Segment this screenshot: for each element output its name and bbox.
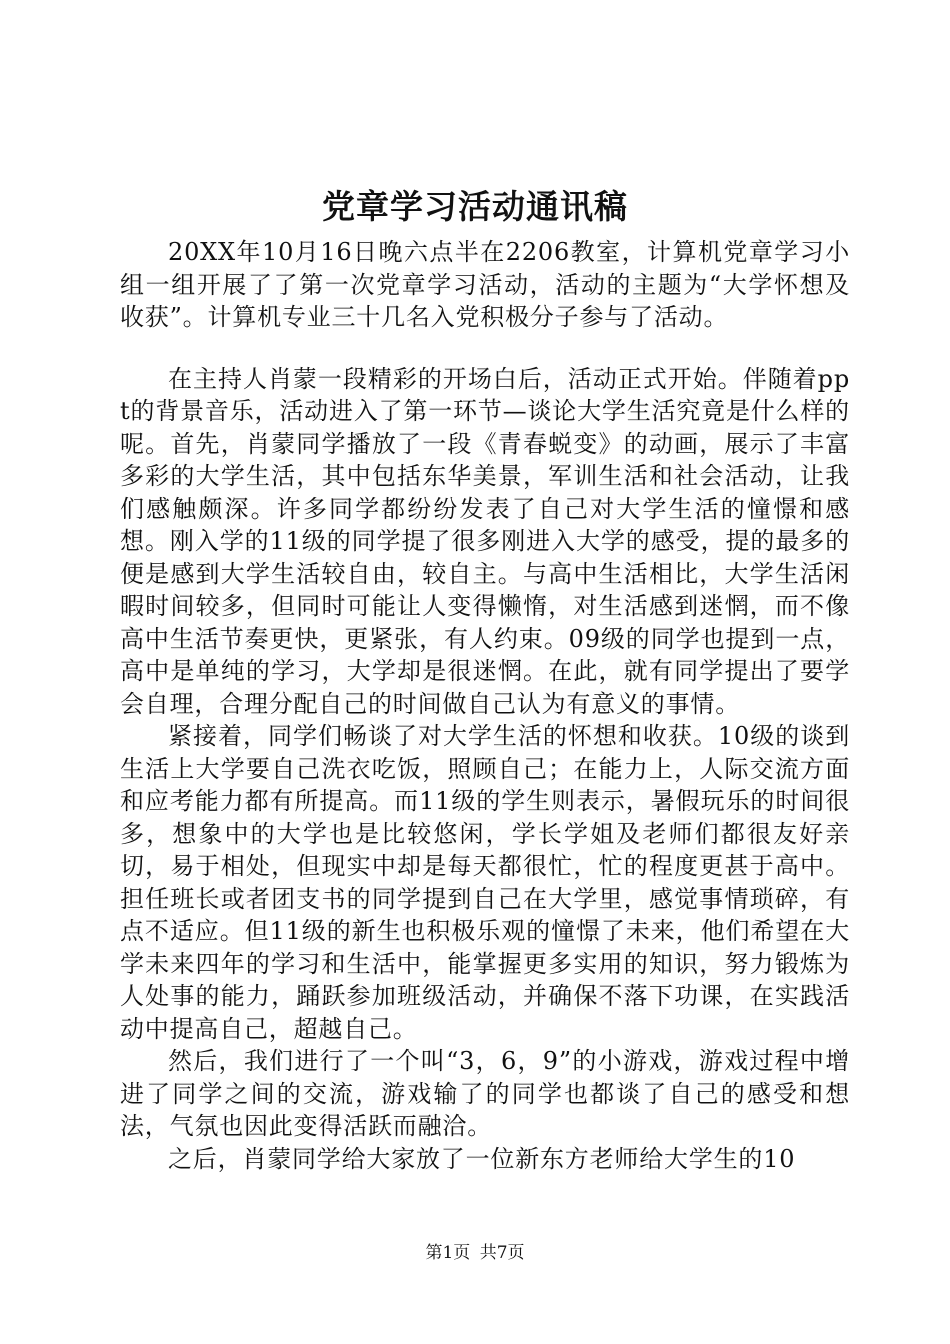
page-number: 第1页	[425, 1243, 471, 1263]
document-title: 党章学习活动通讯稿	[322, 187, 628, 226]
paragraph-1: 20XX年10月16日晚六点半在2206教室，计算机党章学习小组一组开展了了第一次党章学习活动，活动的主题为“大学怀想及收获”。计算机专业三十几名入党积极分子参与了活动。	[120, 238, 850, 331]
page-total: 共7页	[479, 1243, 525, 1263]
document-body	[120, 236, 850, 1175]
page-footer	[0, 1242, 950, 1264]
paragraph-4: 然后，我们进行了一个叫“3，6，9”的小游戏，游戏过程中增进了同学之间的交流，游戏输了的同学也都谈了自己的感受和想法，气氛也因此变得活跃而融洽。	[120, 1047, 850, 1140]
paragraph-5: 之后，肖蒙同学给大家放了一位新东方老师给大学生的10	[168, 1144, 796, 1173]
paragraph-3: 紧接着，同学们畅谈了对大学生活的怀想和收获。10级的谈到生活上大学要自己洗衣吃饭，照顾自己；在能力上，人际交流方面和应考能力都有所提高。而11级的学生则表示，暑假玩乐的时间很多，想象中的大学也是比较悠闲，学长学姐及老师们都很友好亲切，易于相处，但现实中却是每天都很忙，忙的程度更甚于高中。担任班长或者团支书的同学提到自己在大学里，感觉事情琐碎，有点不适应。但11级的新生也积极乐观的憧憬了未来，他们希望在大学未来四年的学习和生活中，能掌握更多实用的知识，努力锻炼为人处事的能力，踊跃参加班级活动，并确保不落下功课，在实践活动中提高自己，超越自己。	[120, 722, 850, 1043]
paragraph-2: 在主持人肖蒙一段精彩的开场白后，活动正式开始。伴随着ppt的背景音乐，活动进入了第一环节—谈论大学生活究竟是什么样的呢。首先，肖蒙同学播放了一段《青春蜕变》的动画，展示了丰富多彩的大学生活，其中包括东华美景，军训生活和社会活动，让我们感触颇深。许多同学都纷纷发表了自己对大学生活的憧憬和感想。刚入学的11级的同学提了很多刚进入大学的感受，提的最多的便是感到大学生活较自由，较自主。与高中生活相比，大学生活闲暇时间较多，但同时可能让人变得懒惰，对生活感到迷惘，而不像高中生活节奏更快，更紧张，有人约束。09级的同学也提到一点，高中是单纯的学习，大学却是很迷惘。在此，就有同学提出了要学会自理，合理分配自己的时间做自己认为有意义的事情。	[120, 364, 850, 718]
